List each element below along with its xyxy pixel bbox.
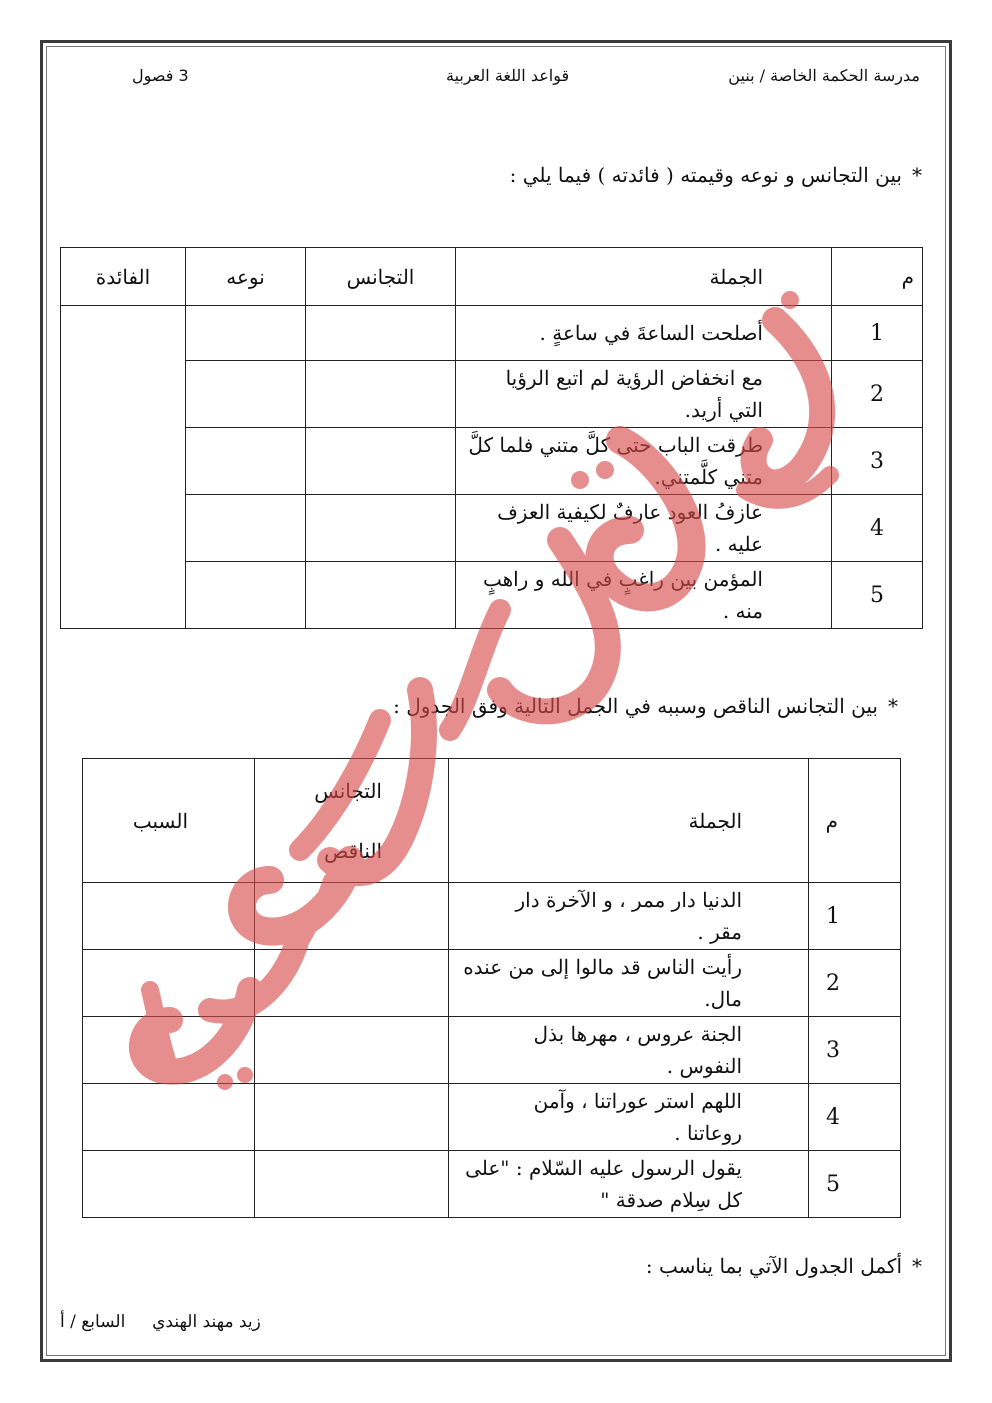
sentence-line: منه . [722, 599, 763, 623]
row-number: 1 [832, 306, 923, 361]
answer-cell-type[interactable] [186, 562, 306, 629]
row-sentence [456, 428, 832, 495]
sentence-line: متني كلَّمتني. [654, 465, 763, 489]
header-jinas [255, 759, 449, 883]
sentence-line: المؤمن بين راغبٍ في الله و راهبٍ [482, 567, 763, 591]
question-1-bullet: * [912, 163, 922, 187]
answer-cell-reason[interactable] [83, 1151, 255, 1218]
sentence-line: عليه . [714, 532, 763, 556]
header-sentence: الجملة [456, 248, 832, 306]
answer-cell-jinas[interactable] [306, 562, 456, 629]
sentence-line: كل سِلام صدقة " [600, 1188, 742, 1212]
answer-cell-type[interactable] [186, 495, 306, 562]
answer-cell-jinas[interactable] [306, 428, 456, 495]
answer-cell-reason[interactable] [83, 1017, 255, 1084]
answer-cell-reason[interactable] [83, 950, 255, 1017]
sentence-line: اللهم استر عوراتنا ، وآمن [533, 1089, 742, 1113]
header-benefit: الفائدة [61, 248, 186, 306]
row-number: 4 [809, 1084, 901, 1151]
answer-cell-jinas[interactable] [255, 1084, 449, 1151]
answer-cell-type[interactable] [186, 428, 306, 495]
table-row [61, 306, 923, 361]
table-row [61, 562, 923, 629]
sentence-line: الجنة عروس ، مهرها بذل [533, 1022, 742, 1046]
answer-cell-reason[interactable] [83, 883, 255, 950]
row-number: 1 [809, 883, 901, 950]
sentence-line: التي أريد. [684, 398, 763, 422]
sentence-line: روعاتنا . [674, 1121, 742, 1145]
row-sentence [456, 306, 832, 361]
table-header-row [83, 759, 901, 883]
question-1 [510, 163, 922, 187]
table-header-row [61, 248, 923, 306]
row-sentence [449, 1017, 809, 1084]
row-number: 2 [809, 950, 901, 1017]
header-reason: السبب [83, 759, 255, 883]
table-row [83, 950, 901, 1017]
row-sentence [456, 562, 832, 629]
row-number: 3 [832, 428, 923, 495]
answer-cell-type[interactable] [186, 361, 306, 428]
sentence-line: يقول الرسول عليه السّلام : "على [465, 1156, 742, 1180]
header-type: نوعه [186, 248, 306, 306]
table-row [83, 1084, 901, 1151]
row-number: 5 [809, 1151, 901, 1218]
sentence-line: عازفُ العود عارفٌ لكيفية العزف [497, 500, 763, 524]
header-num: م [832, 248, 923, 306]
question-1-table [60, 247, 923, 629]
question-2-text: بين التجانس الناقص وسببه في الجمل التالية وفق الجدول : [393, 694, 878, 718]
sentence-line: مال. [704, 987, 742, 1011]
header-jinas: التجانس [306, 248, 456, 306]
question-2-bullet: * [888, 694, 898, 718]
sentence-line: أصلحت الساعةَ في ساعةٍ . [539, 321, 763, 345]
chapters-label: 3 فصول [132, 66, 189, 85]
question-3-text: أكمل الجدول الآتي بما يناسب : [645, 1254, 902, 1278]
row-number: 3 [809, 1017, 901, 1084]
table-row [83, 883, 901, 950]
answer-cell-jinas[interactable] [306, 306, 456, 361]
row-sentence [456, 495, 832, 562]
row-sentence [456, 361, 832, 428]
sentence-line: رأيت الناس قد مالوا إلى من عنده [463, 955, 742, 979]
answer-cell-jinas[interactable] [255, 950, 449, 1017]
answer-cell-type[interactable] [186, 306, 306, 361]
sentence-line: مع انخفاض الرؤية لم اتبع الرؤيا [505, 366, 763, 390]
row-number: 5 [832, 562, 923, 629]
row-sentence [449, 1151, 809, 1218]
question-1-text: بين التجانس و نوعه وقيمته ( فائدته ) فيما يلي : [509, 163, 902, 187]
subject-title: قواعد اللغة العربية [446, 66, 570, 85]
header-sentence: الجملة [449, 759, 809, 883]
answer-cell-benefit[interactable] [61, 306, 186, 629]
table-row [61, 495, 923, 562]
student-name: زيد مهند الهندي [152, 1312, 261, 1332]
row-sentence [449, 883, 809, 950]
question-3 [646, 1254, 922, 1278]
header-jinas-line: التجانس [314, 778, 382, 803]
question-2-table [82, 758, 901, 1218]
row-sentence [449, 950, 809, 1017]
table-row [61, 361, 923, 428]
table-row [61, 428, 923, 495]
header-num: م [809, 759, 901, 883]
answer-cell-reason[interactable] [83, 1084, 255, 1151]
question-2 [393, 694, 898, 718]
answer-cell-jinas[interactable] [255, 1017, 449, 1084]
school-name: مدرسة الحكمة الخاصة / بنين [728, 66, 920, 85]
row-sentence [449, 1084, 809, 1151]
sentence-line: مقر . [697, 920, 742, 944]
row-number: 4 [832, 495, 923, 562]
student-grade: السابع / أ [60, 1312, 126, 1332]
header-jinas-line: الناقص [324, 838, 382, 863]
sentence-line: طرقت الباب حتى كلَّ متني فلما كلَّ [468, 433, 763, 457]
answer-cell-jinas[interactable] [306, 495, 456, 562]
answer-cell-jinas[interactable] [306, 361, 456, 428]
sentence-line: النفوس . [666, 1054, 742, 1078]
row-number: 2 [832, 361, 923, 428]
question-3-bullet: * [912, 1254, 922, 1278]
answer-cell-jinas[interactable] [255, 1151, 449, 1218]
sentence-line: الدنيا دار ممر ، و الآخرة دار [515, 888, 742, 912]
answer-cell-jinas[interactable] [255, 883, 449, 950]
footer [60, 1312, 261, 1332]
table-row [83, 1017, 901, 1084]
table-row [83, 1151, 901, 1218]
